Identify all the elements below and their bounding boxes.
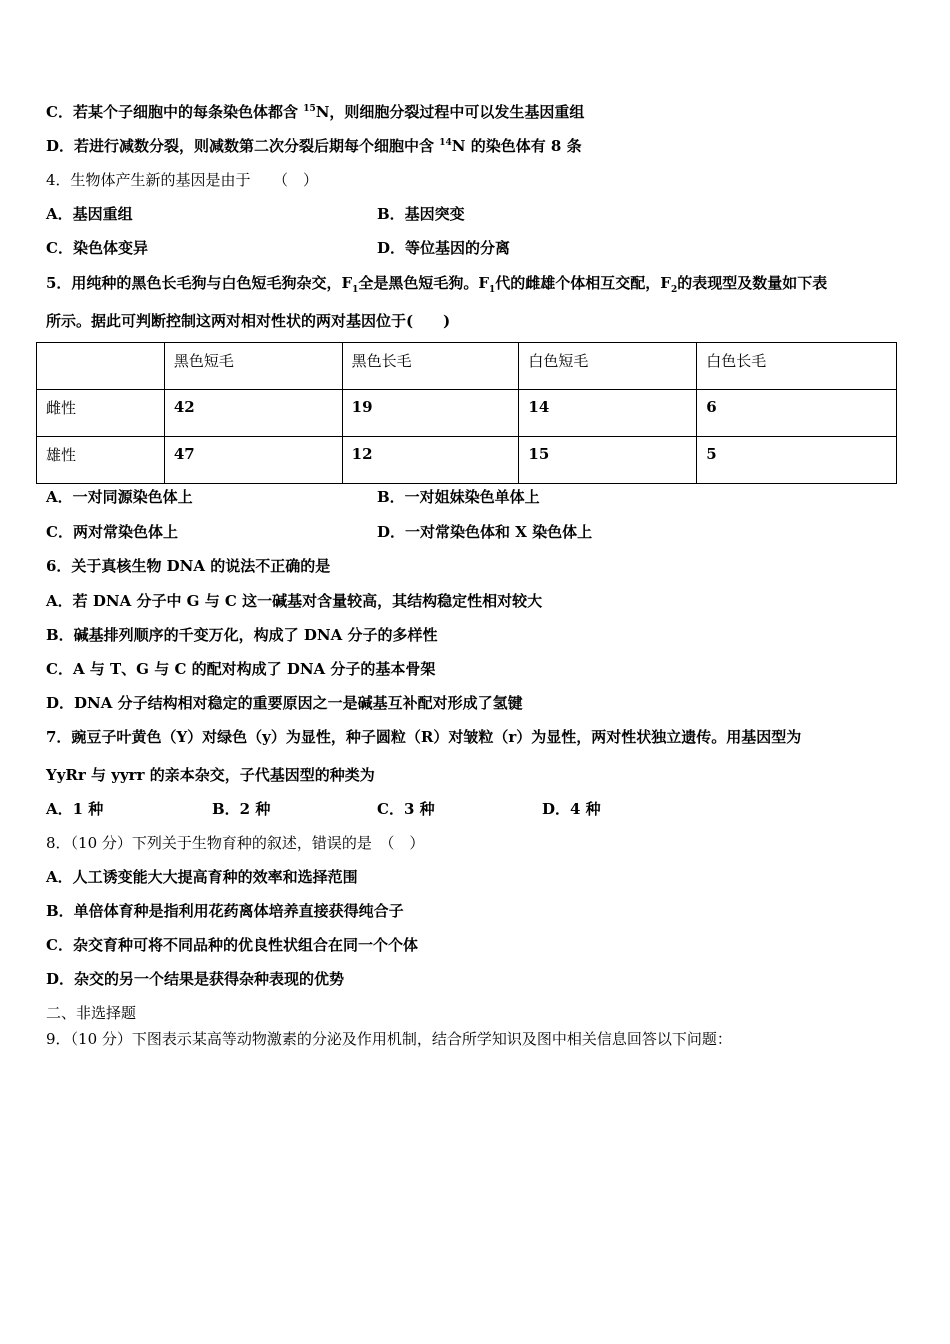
q4-option-b: B．基因突变	[377, 205, 465, 223]
table-cell: 14	[519, 390, 697, 437]
table-header-cell: 黑色短毛	[164, 343, 342, 390]
table-header-cell: 白色短毛	[519, 343, 697, 390]
table-cell: 12	[342, 437, 519, 484]
q8-option-c: C．杂交育种可将不同品种的优良性状组合在同一个个体	[46, 936, 418, 954]
table-row-label: 雄性	[37, 437, 165, 484]
table-header-cell: 白色长毛	[697, 343, 897, 390]
q7-option-a: A．1 种	[46, 800, 104, 818]
q7-option-c: C．3 种	[377, 800, 435, 818]
table-row	[37, 437, 897, 484]
q5-option-d: D．一对常染色体和 X 染色体上	[377, 523, 593, 541]
q7-stem-line1: 7．豌豆子叶黄色（Y）对绿色（y）为显性，种子圆粒（R）对皱粒（r）为显性，两对性状独立遗传。用基因型为	[46, 728, 802, 746]
q4-stem: 4．生物体产生新的基因是由于 （ ）	[46, 171, 319, 189]
q5-option-b: B．一对姐妹染色单体上	[377, 488, 540, 506]
q3-option-d: D．若进行减数分裂，则减数第二次分裂后期每个细胞中含 $^{14}$N 的染色体有 8 条	[46, 137, 582, 155]
q8-stem: 8．（10 分）下列关于生物育种的叙述，错误的是 （ ）	[46, 834, 425, 852]
table-cell: 19	[342, 390, 519, 437]
q9-stem: 9．（10 分）下图表示某高等动物激素的分泌及作用机制，结合所学知识及图中相关信息回答以下问题：	[46, 1030, 732, 1048]
q8-option-d: D．杂交的另一个结果是获得杂种表现的优势	[46, 970, 345, 988]
q4-option-a: A．基因重组	[46, 205, 133, 223]
table-row	[37, 390, 897, 437]
q6-option-b: B．碱基排列顺序的千变万化，构成了 DNA 分子的多样性	[46, 626, 438, 644]
q4-option-d: D．等位基因的分离	[377, 239, 511, 257]
q5-option-c: C．两对常染色体上	[46, 523, 178, 541]
q5-data-table	[36, 342, 897, 484]
q6-stem: 6．关于真核生物 DNA 的说法不正确的是	[46, 557, 331, 575]
q6-option-c: C．A 与 T、G 与 C 的配对构成了 DNA 分子的基本骨架	[46, 660, 436, 678]
section-heading: 二、非选择题	[46, 1004, 137, 1022]
table-cell: 5	[697, 437, 897, 484]
table-cell: 42	[164, 390, 342, 437]
table-header-cell	[37, 343, 165, 390]
table-header-row	[37, 343, 897, 390]
q7-stem-line2: YyRr 与 yyrr 的亲本杂交，子代基因型的种类为	[46, 766, 375, 784]
q7-option-d: D．4 种	[542, 800, 601, 818]
table-cell: 47	[164, 437, 342, 484]
q5-option-a: A．一对同源染色体上	[46, 488, 193, 506]
q5-stem-line2: 所示。据此可判断控制这两对相对性状的两对基因位于( )	[46, 312, 451, 330]
table-cell: 15	[519, 437, 697, 484]
table-cell: 6	[697, 390, 897, 437]
q3-option-c: C．若某个子细胞中的每条染色体都含 $^{15}$N，则细胞分裂过程中可以发生基因重组	[46, 103, 585, 121]
q4-option-c: C．染色体变异	[46, 239, 148, 257]
q8-option-a: A．人工诱变能大大提高育种的效率和选择范围	[46, 868, 358, 886]
q6-option-a: A．若 DNA 分子中 G 与 C 这一碱基对含量较高，其结构稳定性相对较大	[46, 592, 543, 610]
q8-option-b: B．单倍体育种是指利用花药离体培养直接获得纯合子	[46, 902, 404, 920]
q7-option-b: B．2 种	[212, 800, 271, 818]
table-row-label: 雌性	[37, 390, 165, 437]
q6-option-d: D．DNA 分子结构相对稳定的重要原因之一是碱基互补配对形成了氢键	[46, 694, 523, 712]
table-header-cell: 黑色长毛	[342, 343, 519, 390]
q5-stem-line1: 5．用纯种的黑色长毛狗与白色短毛狗杂交，$F_1$全是黑色短毛狗。$F_1$代的雌雄个体相互交配，$F_2$的表现型及数量如下表	[46, 274, 828, 295]
